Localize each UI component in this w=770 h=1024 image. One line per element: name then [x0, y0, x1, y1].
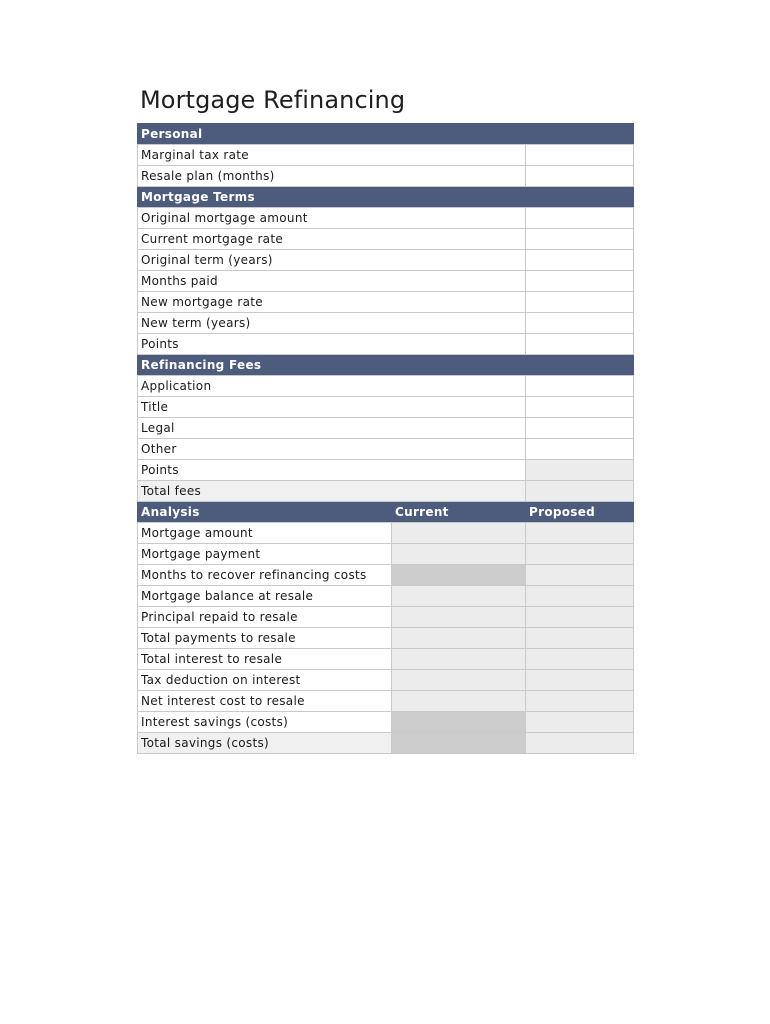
table-row: [138, 145, 634, 166]
original-term-cell[interactable]: [526, 250, 634, 271]
table-row: [138, 670, 634, 691]
section-header-refinancing-fees: [138, 355, 634, 376]
table-row: [138, 460, 634, 481]
row-label: Interest savings (costs): [138, 712, 392, 733]
current-value-cell[interactable]: [392, 649, 526, 670]
row-label: Resale plan (months): [138, 166, 526, 187]
terms-points-cell[interactable]: [526, 334, 634, 355]
table-row: [138, 628, 634, 649]
row-label: New mortgage rate: [138, 292, 526, 313]
current-value-cell[interactable]: [392, 628, 526, 649]
section-title: Refinancing Fees: [138, 355, 634, 376]
row-label: Total fees: [138, 481, 526, 502]
row-label: Principal repaid to resale: [138, 607, 392, 628]
resale-plan-cell[interactable]: [526, 166, 634, 187]
row-label: Total interest to resale: [138, 649, 392, 670]
current-value-cell[interactable]: [392, 586, 526, 607]
months-paid-cell[interactable]: [526, 271, 634, 292]
legal-fee-cell[interactable]: [526, 418, 634, 439]
section-header-mortgage-terms: [138, 187, 634, 208]
table-row: [138, 208, 634, 229]
table-row: [138, 544, 634, 565]
table-row: [138, 712, 634, 733]
new-term-cell[interactable]: [526, 313, 634, 334]
section-header-analysis: [138, 502, 634, 523]
current-mortgage-rate-cell[interactable]: [526, 229, 634, 250]
table-row: [138, 691, 634, 712]
row-label: Original term (years): [138, 250, 526, 271]
refinancing-table: [137, 123, 634, 754]
row-label: Current mortgage rate: [138, 229, 526, 250]
table-row: [138, 733, 634, 754]
row-label: Points: [138, 460, 526, 481]
proposed-value-cell[interactable]: [526, 691, 634, 712]
row-label: Total payments to resale: [138, 628, 392, 649]
table-row: [138, 586, 634, 607]
current-value-cell: [392, 565, 526, 586]
row-label: Months to recover refinancing costs: [138, 565, 392, 586]
row-label: Mortgage amount: [138, 523, 392, 544]
table-row: [138, 418, 634, 439]
section-title: Analysis: [138, 502, 392, 523]
new-mortgage-rate-cell[interactable]: [526, 292, 634, 313]
fees-points-cell[interactable]: [526, 460, 634, 481]
current-value-cell[interactable]: [392, 544, 526, 565]
proposed-value-cell[interactable]: [526, 649, 634, 670]
proposed-value-cell[interactable]: [526, 607, 634, 628]
row-label: Application: [138, 376, 526, 397]
row-label: Points: [138, 334, 526, 355]
row-label: Mortgage payment: [138, 544, 392, 565]
proposed-value-cell[interactable]: [526, 628, 634, 649]
current-value-cell: [392, 712, 526, 733]
table-row: [138, 292, 634, 313]
table-row: [138, 229, 634, 250]
section-title: Mortgage Terms: [138, 187, 634, 208]
table-row: [138, 607, 634, 628]
other-fee-cell[interactable]: [526, 439, 634, 460]
table-row: [138, 565, 634, 586]
proposed-value-cell[interactable]: [526, 586, 634, 607]
table-row: [138, 376, 634, 397]
proposed-value-cell[interactable]: [526, 670, 634, 691]
current-value-cell: [392, 733, 526, 754]
section-title: Personal: [138, 124, 634, 145]
table-row: [138, 313, 634, 334]
current-value-cell[interactable]: [392, 523, 526, 544]
table-row: [138, 271, 634, 292]
proposed-value-cell[interactable]: [526, 565, 634, 586]
total-fees-cell[interactable]: [526, 481, 634, 502]
row-label: Net interest cost to resale: [138, 691, 392, 712]
current-value-cell[interactable]: [392, 691, 526, 712]
original-mortgage-amount-cell[interactable]: [526, 208, 634, 229]
current-value-cell[interactable]: [392, 607, 526, 628]
row-label: Marginal tax rate: [138, 145, 526, 166]
table-row: [138, 166, 634, 187]
proposed-value-cell[interactable]: [526, 544, 634, 565]
row-label: Tax deduction on interest: [138, 670, 392, 691]
column-header-proposed: Proposed: [526, 502, 634, 523]
table-row: [138, 523, 634, 544]
proposed-value-cell[interactable]: [526, 523, 634, 544]
page-title: Mortgage Refinancing: [140, 86, 406, 114]
title-fee-cell[interactable]: [526, 397, 634, 418]
row-label: Mortgage balance at resale: [138, 586, 392, 607]
row-label: Title: [138, 397, 526, 418]
table-row: [138, 481, 634, 502]
current-value-cell[interactable]: [392, 670, 526, 691]
row-label: Original mortgage amount: [138, 208, 526, 229]
column-header-current: Current: [392, 502, 526, 523]
application-fee-cell[interactable]: [526, 376, 634, 397]
row-label: Legal: [138, 418, 526, 439]
row-label: Other: [138, 439, 526, 460]
row-label: New term (years): [138, 313, 526, 334]
table-row: [138, 649, 634, 670]
marginal-tax-rate-cell[interactable]: [526, 145, 634, 166]
section-header-personal: [138, 124, 634, 145]
row-label: Total savings (costs): [138, 733, 392, 754]
table-row: [138, 334, 634, 355]
table-row: [138, 439, 634, 460]
table-row: [138, 397, 634, 418]
row-label: Months paid: [138, 271, 526, 292]
table-row: [138, 250, 634, 271]
proposed-value-cell[interactable]: [526, 712, 634, 733]
proposed-value-cell[interactable]: [526, 733, 634, 754]
